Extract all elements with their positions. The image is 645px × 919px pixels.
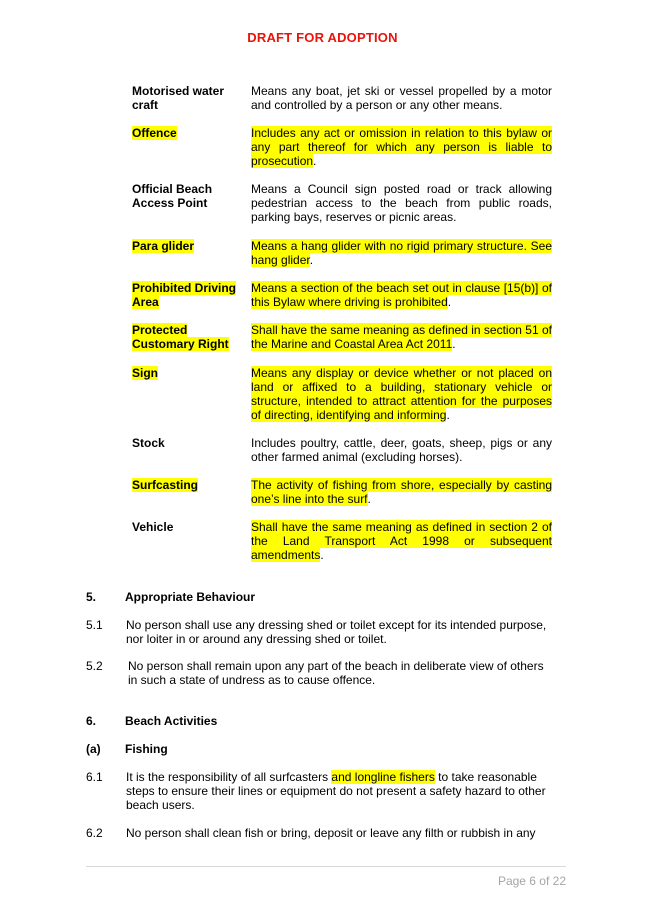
meaning-highlight: Means a hang glider with no rigid primary structure. See hang glider bbox=[251, 239, 552, 267]
clause-number: 5.2 bbox=[86, 659, 103, 673]
trailing-punct: . bbox=[309, 253, 314, 267]
trailing-punct: . bbox=[313, 154, 317, 168]
section-5-number: 5. bbox=[86, 590, 97, 604]
clause-text: No person shall clean fish or bring, deposit or leave any filth or rubbish in any bbox=[126, 826, 536, 840]
meaning-highlight: Includes any act or omission in relation to this bylaw or any part thereof for which any person is liable to prosecution bbox=[251, 126, 552, 168]
term-highlight: Offence bbox=[132, 126, 177, 140]
clause-text-part: It is the responsibility of all surfcasters bbox=[126, 770, 332, 784]
definition-term bbox=[132, 366, 244, 380]
trailing-punct: . bbox=[446, 408, 450, 422]
definition-meaning: Means any boat, jet ski or vessel propelled by a motor and controlled by a person or any other means. bbox=[251, 84, 552, 112]
definition-meaning bbox=[251, 281, 552, 309]
meaning-highlight: Shall have the same meaning as defined in section 51 of the Marine and Coastal Area Act 2011 bbox=[251, 323, 552, 351]
term-highlight: Surfcasting bbox=[132, 478, 199, 492]
definition-meaning bbox=[251, 520, 552, 562]
meaning-highlight: Means a section of the beach set out in clause [15(b)] of this Bylaw where driving is prohibited bbox=[251, 281, 552, 309]
definition-meaning: Includes poultry, cattle, deer, goats, sheep, pigs or any other farmed animal (excluding horses). bbox=[251, 436, 552, 464]
term-highlight: Prohibited Driving Area bbox=[132, 281, 237, 309]
definition-meaning bbox=[251, 239, 552, 267]
subsection-a-number: (a) bbox=[86, 742, 101, 756]
definition-term bbox=[132, 323, 244, 351]
meaning-highlight: Shall have the same meaning as defined in section 2 of the Land Transport Act 1998 or subsequent amendments bbox=[251, 520, 552, 562]
clause-6-1 bbox=[86, 770, 556, 814]
definition-term bbox=[132, 281, 244, 309]
definition-term bbox=[132, 126, 244, 140]
definition-term: Official Beach Access Point bbox=[132, 182, 213, 210]
definition-term bbox=[132, 239, 244, 253]
definition-term bbox=[132, 478, 244, 492]
subsection-a-title: Fishing bbox=[125, 742, 168, 756]
clause-number: 6.1 bbox=[86, 770, 103, 784]
trailing-punct: . bbox=[320, 548, 324, 562]
trailing-punct: . bbox=[447, 295, 452, 309]
clause-number: 5.1 bbox=[86, 618, 103, 632]
definition-meaning bbox=[251, 126, 552, 168]
clause-number: 6.2 bbox=[86, 826, 103, 840]
clause-5-1 bbox=[86, 618, 556, 648]
definition-meaning bbox=[251, 366, 552, 422]
footer-divider bbox=[86, 866, 566, 867]
clause-text-highlight: and longline fishers bbox=[331, 770, 435, 784]
page-number: Page 6 of 22 bbox=[497, 874, 566, 888]
clause-text bbox=[126, 770, 556, 812]
clause-text: No person shall remain upon any part of the beach in deliberate view of others in such a state of undress as to cause offence. bbox=[128, 659, 544, 687]
term-highlight: Sign bbox=[132, 366, 158, 380]
term-highlight: Protected Customary Right bbox=[132, 323, 229, 351]
clause-6-2 bbox=[86, 826, 556, 842]
draft-header: DRAFT FOR ADOPTION bbox=[247, 30, 398, 45]
definition-term: Vehicle bbox=[132, 520, 174, 534]
meaning-highlight: The activity of fishing from shore, especially by casting one’s line into the surf bbox=[251, 478, 552, 506]
meaning-highlight: Means any display or device whether or not placed on land or affixed to a building, stationary vehicle or structure, intended to attract attention for the purposes of directing, identifying and informing bbox=[251, 366, 552, 422]
definition-meaning bbox=[251, 323, 552, 351]
term-highlight: Para glider bbox=[132, 239, 195, 253]
section-6-title: Beach Activities bbox=[125, 714, 218, 728]
definition-meaning: Means a Council sign posted road or track allowing pedestrian access to the beach from public roads, parking bays, reserves or picnic areas. bbox=[251, 182, 552, 224]
clause-text-part: to take reasonable steps to ensure their lines or equipment do not present a safety hazard to other beach users. bbox=[126, 770, 546, 812]
definition-term: Motorised water craft bbox=[132, 84, 225, 112]
definition-meaning bbox=[251, 478, 552, 506]
trailing-punct: . bbox=[452, 337, 456, 351]
clause-text: No person shall use any dressing shed or toilet except for its intended purpose, nor loiter in or around any dressing shed or toilet. bbox=[126, 618, 547, 646]
definition-term: Stock bbox=[132, 436, 165, 450]
section-6-number: 6. bbox=[86, 714, 97, 728]
clause-5-2 bbox=[86, 659, 556, 689]
section-5-title: Appropriate Behaviour bbox=[125, 590, 256, 604]
trailing-punct: . bbox=[367, 492, 371, 506]
